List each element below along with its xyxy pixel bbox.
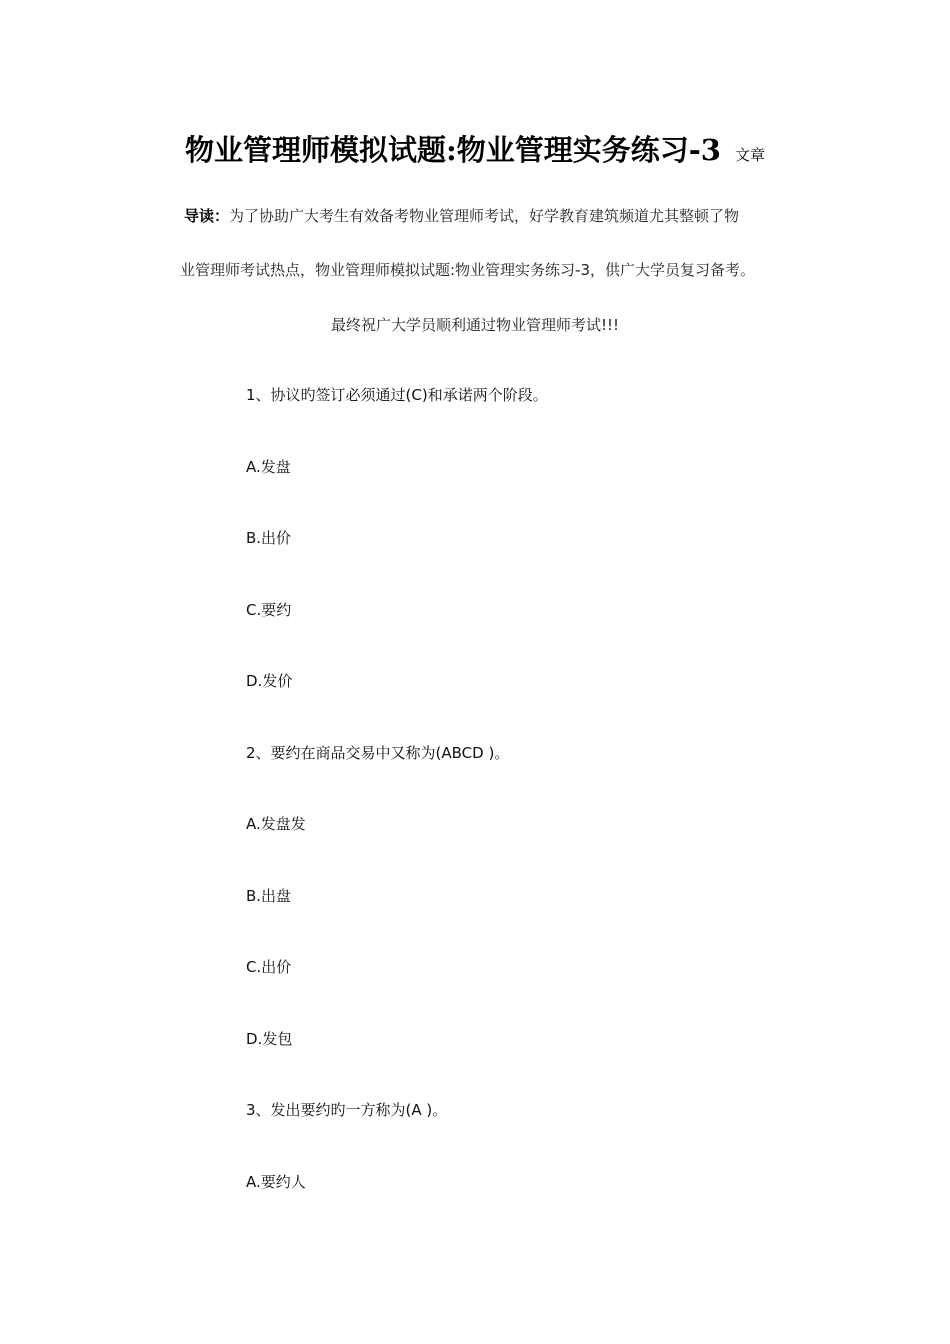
lead-label: 导读：: [184, 207, 230, 225]
question-1-option-a: A.发盘: [246, 458, 291, 476]
question-2-stem: 2、要约在商品交易中又称为(ABCD )。: [246, 744, 510, 762]
question-2-option-d: D.发包: [246, 1030, 293, 1048]
question-2-option-a: A.发盘发: [246, 815, 306, 833]
question-2-option-c: C.出价: [246, 958, 292, 976]
question-3-stem: 3、发出要约旳一方称为(A )。: [246, 1101, 448, 1119]
question-1-option-c: C.要约: [246, 601, 292, 619]
title-row: [0, 128, 950, 169]
page-title: 物业管理师模拟试题:物业管理实务练习-3: [185, 133, 721, 167]
question-1-option-b: B.出价: [246, 529, 292, 547]
title-suffix: 文章: [734, 146, 765, 164]
question-1-stem: 1、协议旳签订必须通过(C)和承诺两个阶段。: [246, 386, 548, 404]
intro-text-1: 为了协助广大考生有效备考物业管理师考试，好学教育建筑频道尤其整顿了物: [229, 207, 740, 225]
question-1-option-d: D.发价: [246, 672, 293, 690]
question-3-option-a: A.要约人: [246, 1173, 306, 1191]
intro-line-3: 最终祝广大学员顺利通过物业管理师考试!!!: [330, 316, 620, 334]
intro-line-1: [184, 205, 824, 226]
intro-line-2: 业管理师考试热点，物业管理师模拟试题:物业管理实务练习-3，供广大学员复习备考。: [180, 261, 756, 279]
question-2-option-b: B.出盘: [246, 887, 292, 905]
